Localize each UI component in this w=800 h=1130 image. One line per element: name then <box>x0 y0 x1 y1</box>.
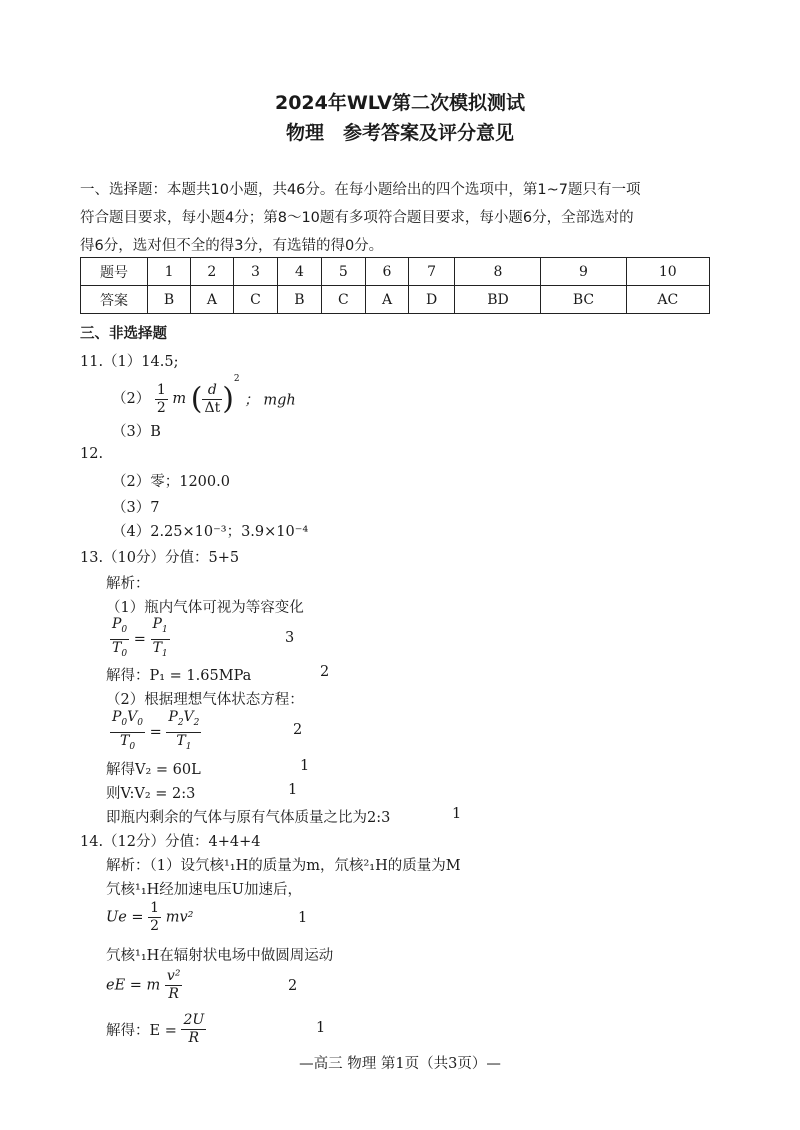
table-cell: 5 <box>321 258 366 286</box>
table-cell: 9 <box>541 258 626 286</box>
q13-equation-1: $\frac{P_0}{T_0}$ = $\frac{P_1}{T_1}$ <box>112 616 168 659</box>
table-cell: A <box>366 286 408 314</box>
intro-line-3: 得6分，选对但不全的得3分，有选错的得0分。 <box>80 238 384 254</box>
table-cell: A <box>191 286 233 314</box>
q14-eq2-score: 2 <box>288 978 298 994</box>
q13-solution-1: 解得：P₁ = 1.65MPa <box>106 668 252 684</box>
intro-paragraph <box>80 176 720 260</box>
table-header-answer: 答案 <box>81 286 148 314</box>
table-cell: 2 <box>191 258 233 286</box>
q11-part2-mgh: ； mgh <box>244 392 296 409</box>
q14-eq3-score: 1 <box>316 1020 326 1036</box>
q14-analysis-1: 解析：（1）设氕核¹₁H的质量为m，氘核²₁H的质量为M <box>106 858 461 874</box>
q13-concl-score: 1 <box>452 806 462 822</box>
q13-solution-2: 解得V₂ = 60L <box>106 762 201 778</box>
q13-sol1-score: 2 <box>320 664 330 680</box>
q12-part2: （2）零；1200.0 <box>112 474 230 490</box>
table-cell: 4 <box>278 258 321 286</box>
table-cell: 1 <box>148 258 191 286</box>
table-cell: C <box>233 286 278 314</box>
page-footer: —高三 物理 第1页（共3页）— <box>299 1056 501 1072</box>
table-header-number: 题号 <box>81 258 148 286</box>
q11-d-over-dt: $\frac{d}{\Delta t}$ <box>204 381 221 416</box>
q11-part2-label: （2） <box>112 391 151 407</box>
table-cell: B <box>148 286 191 314</box>
q12-part4: （4）2.25×10⁻³；3.9×10⁻⁴ <box>112 524 309 540</box>
q14-equation-2: eE = m $\frac{\text{v²}}{R}$ <box>106 968 181 1002</box>
q14-equation-1: Ue = $\frac{1}{2}$ mv² <box>106 900 194 934</box>
table-cell: 7 <box>408 258 455 286</box>
table-row-numbers <box>81 258 710 286</box>
q11-part3: （3）B <box>112 424 161 440</box>
q12-number: 12. <box>80 446 104 462</box>
q13-conclusion: 即瓶内剩余的气体与原有气体质量之比为2:3 <box>106 810 391 826</box>
table-cell: BC <box>541 286 626 314</box>
q13-ratio: 则V:V₂ = 2:3 <box>106 786 196 802</box>
table-cell: C <box>321 286 366 314</box>
q13-sol2-score: 1 <box>300 758 310 774</box>
document-subtitle: 物理 参考答案及评分意见 <box>285 122 514 144</box>
intro-line-1: 一、选择题：本题共10小题，共46分。在每小题给出的四个选项中，第1~7题只有一项 <box>80 182 641 198</box>
table-cell: 6 <box>366 258 408 286</box>
table-cell: B <box>278 286 321 314</box>
q13-ratio-score: 1 <box>288 782 298 798</box>
intro-line-2: 符合题目要求，每小题4分；第8～10题有多项符合题目要求，每小题6分，全部选对的 <box>80 210 634 226</box>
table-cell: BD <box>455 286 541 314</box>
table-row-answers <box>81 286 710 314</box>
table-cell: D <box>408 286 455 314</box>
table-cell: 3 <box>233 258 278 286</box>
q14-analysis-3: 氕核¹₁H在辐射状电场中做圆周运动 <box>106 948 334 964</box>
q13-eq2-score: 2 <box>293 722 303 738</box>
q13-eq1-score: 3 <box>285 630 295 646</box>
q14-analysis-2: 氕核¹₁H经加速电压U加速后， <box>106 882 302 898</box>
q14-equation-3: 解得：E = $\frac{2U}{R}$ <box>106 1012 205 1046</box>
q11-half-fraction: $\frac{1}{2}$ <box>156 381 166 416</box>
q12-part3: （3）7 <box>112 500 160 516</box>
q13-part2: （2）根据理想气体状态方程： <box>106 692 304 708</box>
table-cell: 10 <box>626 258 709 286</box>
answer-table <box>80 257 710 314</box>
q14-heading: 14.（12分）分值：4+4+4 <box>80 834 261 850</box>
document-title: 2024年WLV第二次模拟测试 <box>274 92 526 114</box>
q11-part2: （2） $\frac{1}{2}$ m ( $\frac{d}{\Delta t}$ )$^2$ ； mgh <box>112 374 296 417</box>
q14-eq1-score: 1 <box>298 910 308 926</box>
q13-equation-2: $\frac{P_0V_0}{T_0}$ = $\frac{P_2V_2}{T_1}$ <box>112 709 200 752</box>
table-cell: 8 <box>455 258 541 286</box>
q11-part1: 11.（1）14.5; <box>80 354 179 370</box>
section-heading-nonchoice: 三、非选择题 <box>80 326 167 342</box>
table-cell: AC <box>626 286 709 314</box>
q13-heading: 13.（10分）分值：5+5 <box>80 550 240 566</box>
q13-part1: （1）瓶内气体可视为等容变化 <box>106 600 304 616</box>
q13-analysis-label: 解析： <box>106 576 150 592</box>
